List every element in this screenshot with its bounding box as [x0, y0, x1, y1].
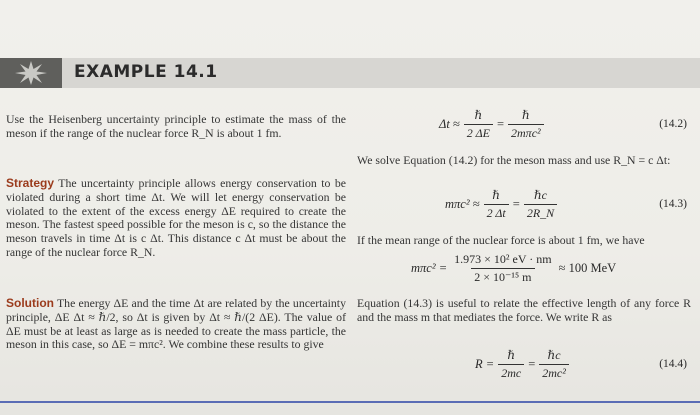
equation-14-4 [357, 348, 691, 388]
eq2-frac2-den: 2R_N [524, 204, 557, 221]
strategy-heading: Strategy [6, 176, 55, 190]
strategy-paragraph [6, 177, 346, 260]
eq3-lhs: mπc² = [411, 261, 448, 275]
eq2-number: (14.3) [659, 198, 687, 210]
eq1-frac2-den: 2mπc² [508, 124, 544, 141]
eq4-frac1-num: ℏ [507, 348, 516, 362]
mean-range-text: If the mean range of the nuclear force is about 1 fm, we have [357, 233, 645, 247]
eq4-lhs: R = [475, 357, 495, 371]
eq4-frac2-num: ℏc [547, 348, 561, 362]
eq1-frac1-num: ℏ [474, 108, 483, 122]
equation-14-2 [357, 108, 691, 148]
eq4-frac1-den: 2mc [498, 364, 524, 381]
eq1-number: (14.2) [659, 118, 687, 130]
eq4-frac2-den: 2mc² [539, 364, 569, 381]
eq1-equals: = [496, 117, 505, 131]
eq1-lhs: Δt ≈ [439, 117, 460, 131]
starburst-icon [14, 60, 48, 86]
eq1-frac1-den: 2 ΔE [464, 124, 493, 141]
solution-text: The energy ΔE and the time Δt are related by the uncertainty principle, ΔE Δt ≈ ℏ/2, so Δt is given by Δt ≈ ℏ/(2 ΔE). The value of ΔE must be at least as large as is needed to create the mass particle, the meson in this case, so ΔE = mπc². We combine these results to give [6, 296, 346, 352]
strategy-text: The uncertainty principle allows energy conservation to be violated during a short time Δt. We will let energy conservation be violated to the extent of the excess energy ΔE required to create the meson. The fastest speed possible for the meson is c, so the distance the meson travels in time Δt is c Δt. This distance c Δt must be about the range of the nuclear force R_N. [6, 176, 346, 259]
eq2-frac1-num: ℏ [492, 188, 501, 202]
eq4-number: (14.4) [659, 358, 687, 370]
eq2-equals: = [512, 197, 520, 211]
example-title: EXAMPLE 14.1 [74, 62, 218, 82]
solution-paragraph [6, 297, 346, 352]
problem-paragraph: Use the Heisenberg uncertainty principle to estimate the mass of the meson if the range of the nuclear force R_N is about 1 fm. [6, 112, 346, 140]
eq3-rhs: ≈ 100 MeV [558, 261, 617, 275]
eq3-frac-den: 2 × 10⁻¹⁵ m [471, 268, 534, 285]
solution-heading: Solution [6, 296, 54, 310]
equation-numeric [357, 252, 691, 292]
eq3-frac-num: 1.973 × 10² eV · nm [454, 252, 552, 266]
solve-text: We solve Equation (14.2) for the meson mass and use R_N = c Δt: [357, 153, 671, 167]
eq1-frac2-num: ℏ [521, 108, 530, 122]
eq2-lhs: mπc² ≈ [445, 197, 480, 211]
eq2-frac1-den: 2 Δt [484, 204, 509, 221]
equation-14-3 [357, 188, 691, 228]
eq2-frac2-num: ℏc [533, 188, 548, 202]
bottom-divider [0, 401, 700, 403]
eq4-equals: = [528, 357, 536, 371]
equation-usage-text: Equation (14.3) is useful to relate the effective length of any force R and the mass m that mediates the force. We write R as [357, 296, 691, 324]
